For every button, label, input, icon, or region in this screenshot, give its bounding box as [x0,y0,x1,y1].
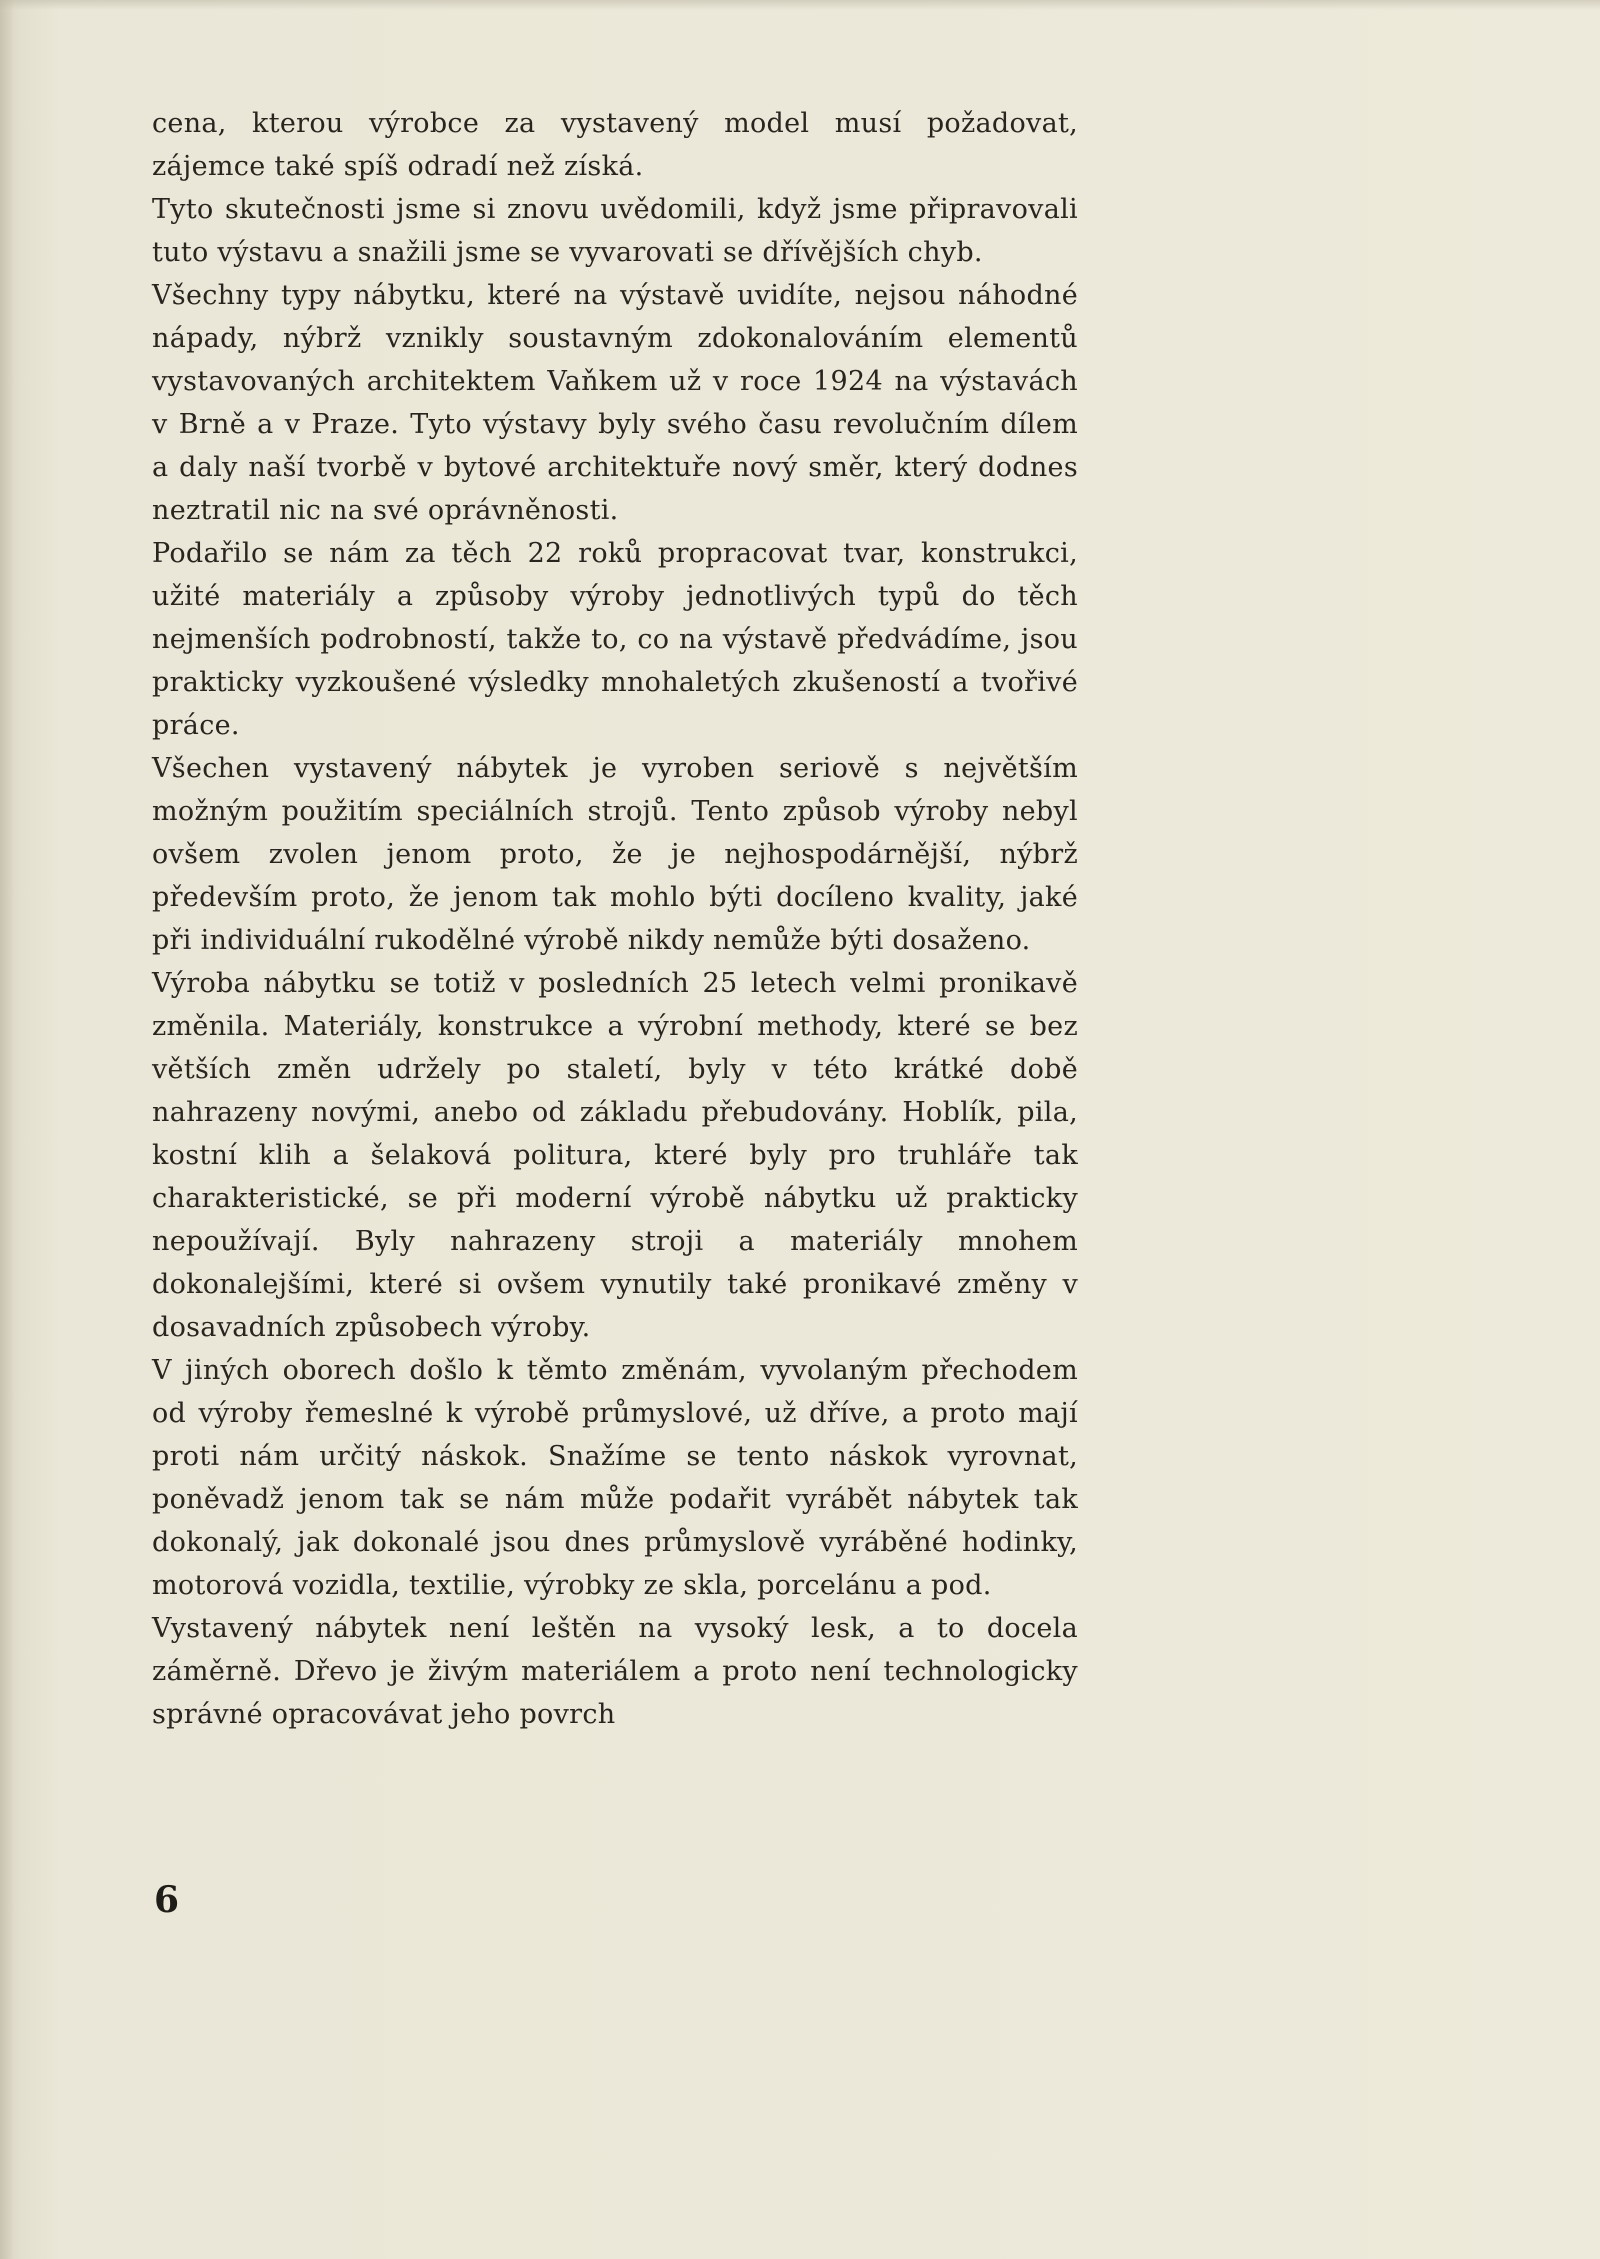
paragraph: Podařilo se nám za těch 22 roků propracovat tvar, konstrukci, užité materiály a způsoby výroby jednotlivých typů do těch nejmenších podrobností, takže to, co na výstavě předvádíme, jsou prakticky vyzkoušené výsledky mnohaletých zkušeností a tvořivé práce. [152,538,1078,741]
paragraph: Tyto skutečnosti jsme si znovu uvědomili, když jsme připravovali tuto výstavu a snažili jsme se vyvarovati se dřívějších chyb. [152,194,1078,268]
paragraph: cena, kterou výrobce za vystavený model musí požadovat, zájemce také spíš odradí než získá. [152,108,1078,182]
paragraph: Výroba nábytku se totiž v posledních 25 letech velmi pronikavě změnila. Materiály, konstrukce a výrobní methody, které se bez větších změn udržely po staletí, byly v této krátké době nahrazeny novými, anebo od základu přebudovány. Hoblík, pila, kostní klih a šelaková politura, které byly pro truhláře tak charakteristické, se při moderní výrobě nábytku už prakticky nepoužívají. Byly nahrazeny stroji a materiály mnohem dokonalejšími, které si ovšem vynutily také pronikavé změny v dosavadních způsobech výroby. [152,968,1078,1343]
page-binding-shadow [0,0,14,2259]
text-block [152,102,1078,1736]
paragraph: Všechen vystavený nábytek je vyroben seriově s největším možným použitím speciálních strojů. Tento způsob výroby nebyl ovšem zvolen jenom proto, že je nejhospodárnější, nýbrž především proto, že jenom tak mohlo býti docíleno kvality, jaké při individuální rukodělné výrobě nikdy nemůže býti dosaženo. [152,753,1078,956]
paragraph: Vystavený nábytek není leštěn na vysoký lesk, a to docela záměrně. Dřevo je živým materiálem a proto není technologicky správné opracovávat jeho povrch [152,1613,1078,1730]
paragraph: V jiných oborech došlo k těmto změnám, vyvolaným přechodem od výroby řemeslné k výrobě průmyslové, už dříve, a proto mají proti nám určitý náskok. Snažíme se tento náskok vyrovnat, poněvadž jenom tak se nám může podařit vyrábět nábytek tak dokonalý, jak dokonalé jsou dnes průmyslově vyráběné hodinky, motorová vozidla, textilie, výrobky ze skla, porcelánu a pod. [152,1355,1078,1601]
paragraph: Všechny typy nábytku, které na výstavě uvidíte, nejsou náhodné nápady, nýbrž vznikly soustavným zdokonalováním elementů vystavovaných architektem Vaňkem už v roce 1924 na výstavách v Brně a v Praze. Tyto výstavy byly svého času revolučním dílem a daly naší tvorbě v bytové architektuře nový směr, který dodnes neztratil nic na své oprávněnosti. [152,280,1078,526]
page-number: 6 [154,1879,180,1921]
page-top-shadow [0,0,1600,10]
